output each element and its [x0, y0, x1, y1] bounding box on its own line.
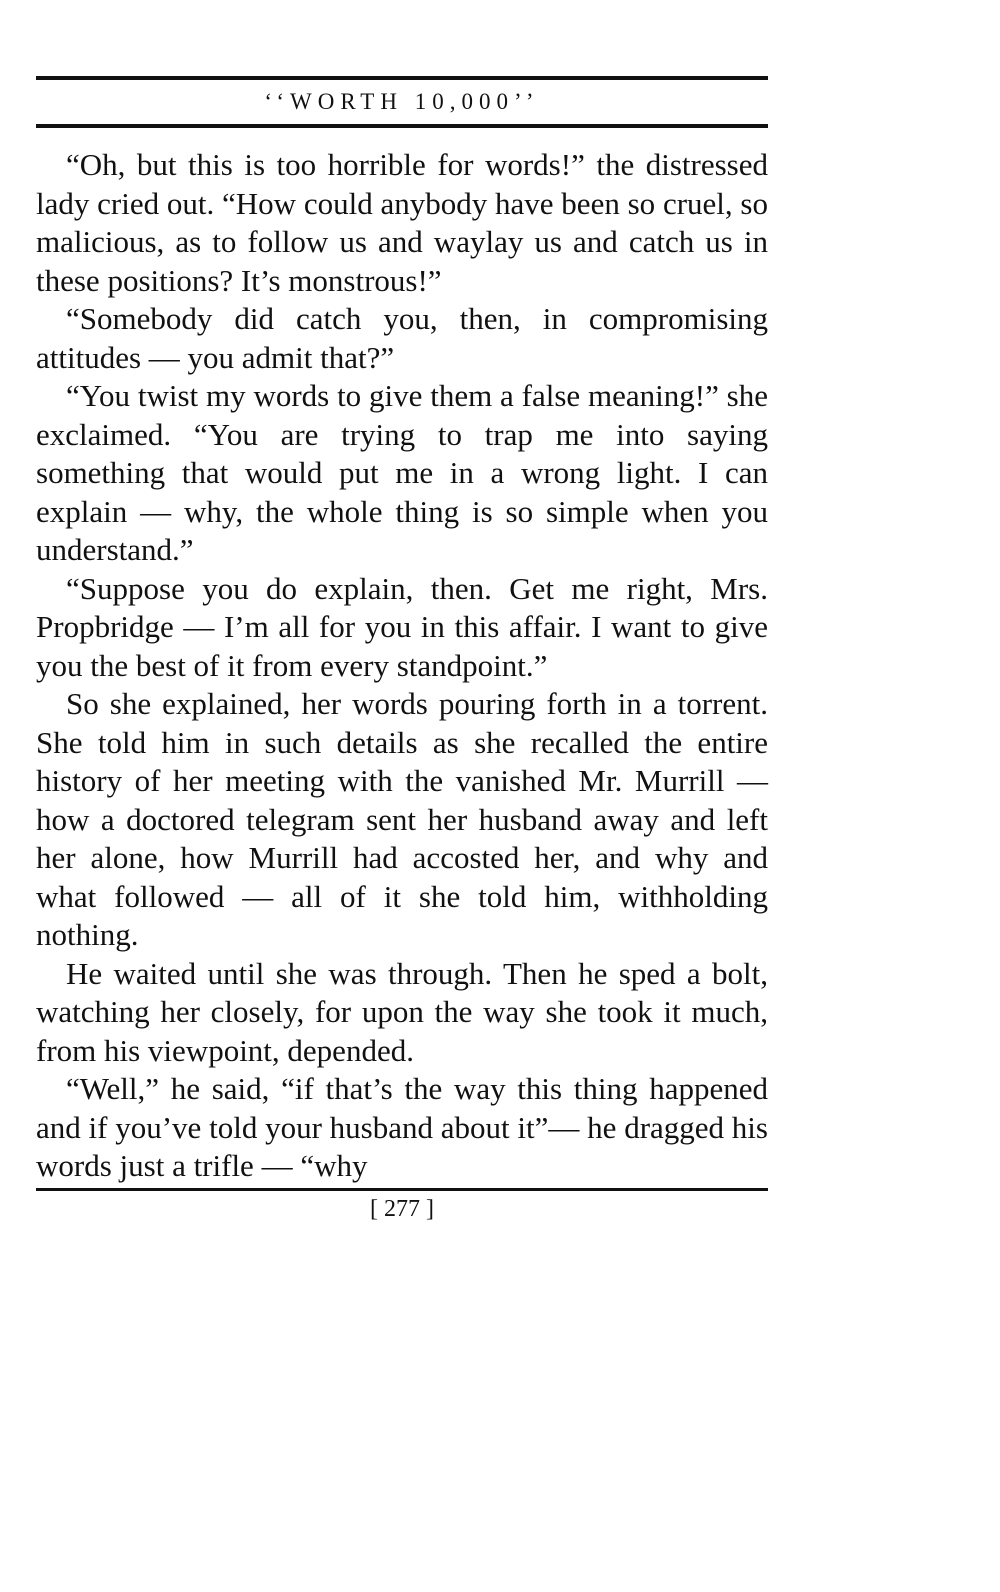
- book-page: [36, 76, 768, 1225]
- paragraph-4: “Suppose you do explain, then. Get me right, Mrs. Propbridge — I’m all for you in this affair. I want to give you the best of it from every standpoint.”: [36, 570, 768, 683]
- body-text: [36, 146, 768, 1186]
- footer-rule: [36, 1188, 768, 1191]
- header-rule-bottom: [36, 124, 768, 128]
- paragraph-5: So she explained, her words pouring forth in a torrent. She told him in such details as she recalled the entire history of her meeting with the vanished Mr. Murrill — how a doctored telegram sent her husband away and left her alone, how Murrill had accosted her, and why and what followed — all of it she told him, withholding nothing.: [36, 686, 768, 952]
- page-number: [ 277 ]: [370, 1195, 434, 1222]
- paragraph-1: “Oh, but this is too horrible for words!” the distressed lady cried out. “How could anybody have been so cruel, so malicious, as to follow us and waylay us and catch us in these positions? It’s monstrous!”: [36, 147, 768, 298]
- paragraph-3: “You twist my words to give them a false meaning!” she exclaimed. “You are trying to trap me into saying something that would put me in a wrong light. I can explain — why, the whole thing is so simple when you understand.”: [36, 378, 768, 567]
- paragraph-2: “Somebody did catch you, then, in compromising attitudes — you admit that?”: [36, 301, 768, 375]
- paragraph-7: “Well,” he said, “if that’s the way this thing happened and if you’ve told your husband about it”— he dragged his words just a trifle — “why: [36, 1071, 768, 1183]
- paragraph-6: He waited until she was through. Then he sped a bolt, watching her closely, for upon the way she took it much, from his viewpoint, depended.: [36, 955, 768, 1068]
- running-title: ‘‘WORTH 10,000’’: [264, 89, 540, 114]
- header-rule-top: [36, 76, 768, 80]
